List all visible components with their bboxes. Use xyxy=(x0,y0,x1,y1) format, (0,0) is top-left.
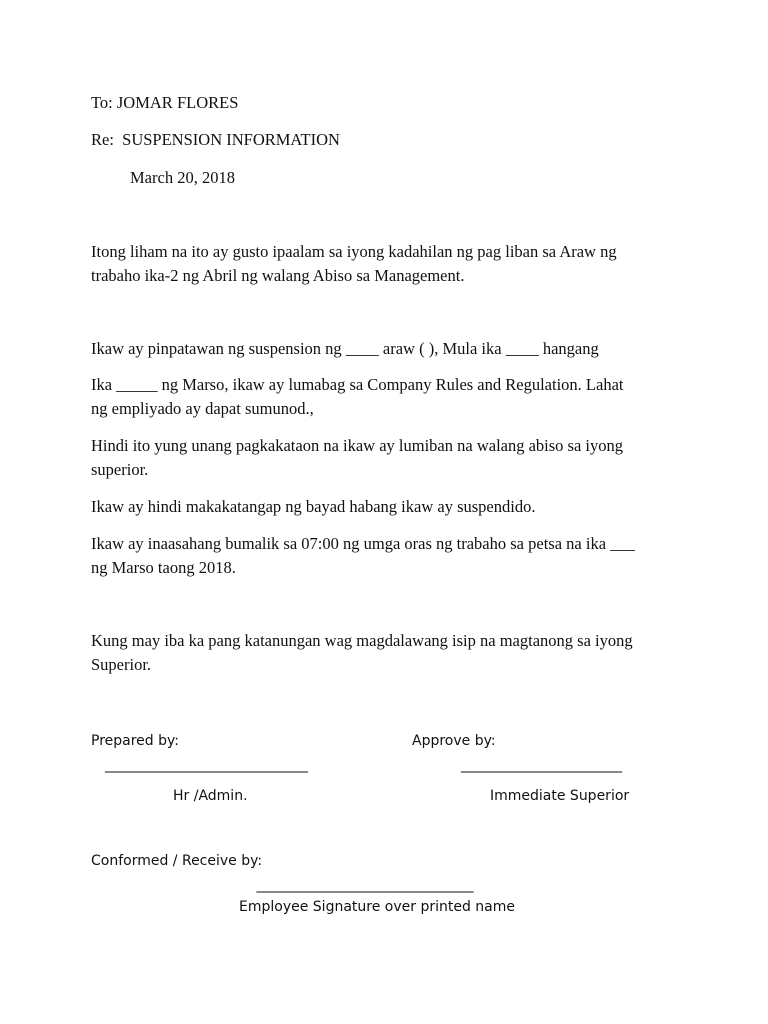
approve-role: Immediate Superior xyxy=(490,788,630,804)
paragraph-suspension xyxy=(91,337,681,361)
paragraph-line: ng empliyado ay dapat sumunod., xyxy=(91,399,314,418)
paragraph-violation xyxy=(91,373,681,421)
employee-signature-line: _______________________________ xyxy=(256,877,474,893)
paragraph-intro xyxy=(91,240,681,288)
conformed-label: Conformed / Receive by: xyxy=(91,853,263,869)
paragraph-line: Ikaw ay hindi makakatangap ng bayad habang ikaw ay suspendido. xyxy=(91,497,536,516)
paragraph-line: Ikaw ay inaasahang bumalik sa 07:00 ng umga oras ng trabaho sa petsa na ika ___ xyxy=(91,534,635,553)
paragraph-questions xyxy=(91,629,681,677)
employee-signature-caption: Employee Signature over printed name xyxy=(239,899,515,915)
approve-signature-line: _______________________ xyxy=(461,757,622,773)
paragraph-return xyxy=(91,532,681,580)
paragraph-line: ng Marso taong 2018. xyxy=(91,558,236,577)
paragraph-line: superior. xyxy=(91,460,149,479)
prepared-signature-line: _____________________________ xyxy=(105,757,308,773)
paragraph-line: Hindi ito yung unang pagkakataon na ikaw ay lumiban na walang abiso sa iyong xyxy=(91,436,624,455)
prepared-role: Hr /Admin. xyxy=(173,788,248,804)
paragraph-repeat-offense xyxy=(91,434,681,482)
letter-date: March 20, 2018 xyxy=(130,168,235,187)
approve-by-label: Approve by: xyxy=(412,733,496,749)
subject-line: Re: SUSPENSION INFORMATION xyxy=(91,130,340,149)
paragraph-line: Ika _____ ng Marso, ikaw ay lumabag sa Company Rules and Regulation. Lahat xyxy=(91,375,624,394)
prepared-by-label: Prepared by: xyxy=(91,733,179,749)
paragraph-no-pay xyxy=(91,495,681,519)
paragraph-line: Ikaw ay pinpatawan ng suspension ng ____ araw ( ), Mula ika ____ hangang xyxy=(91,339,599,358)
paragraph-line: Superior. xyxy=(91,655,152,674)
paragraph-line: Itong liham na ito ay gusto ipaalam sa iyong kadahilan ng pag liban sa Araw ng xyxy=(91,242,617,261)
recipient-line: To: JOMAR FLORES xyxy=(91,93,239,112)
paragraph-line: trabaho ika-2 ng Abril ng walang Abiso sa Management. xyxy=(91,266,465,285)
paragraph-line: Kung may iba ka pang katanungan wag magdalawang isip na magtanong sa iyong xyxy=(91,631,633,650)
